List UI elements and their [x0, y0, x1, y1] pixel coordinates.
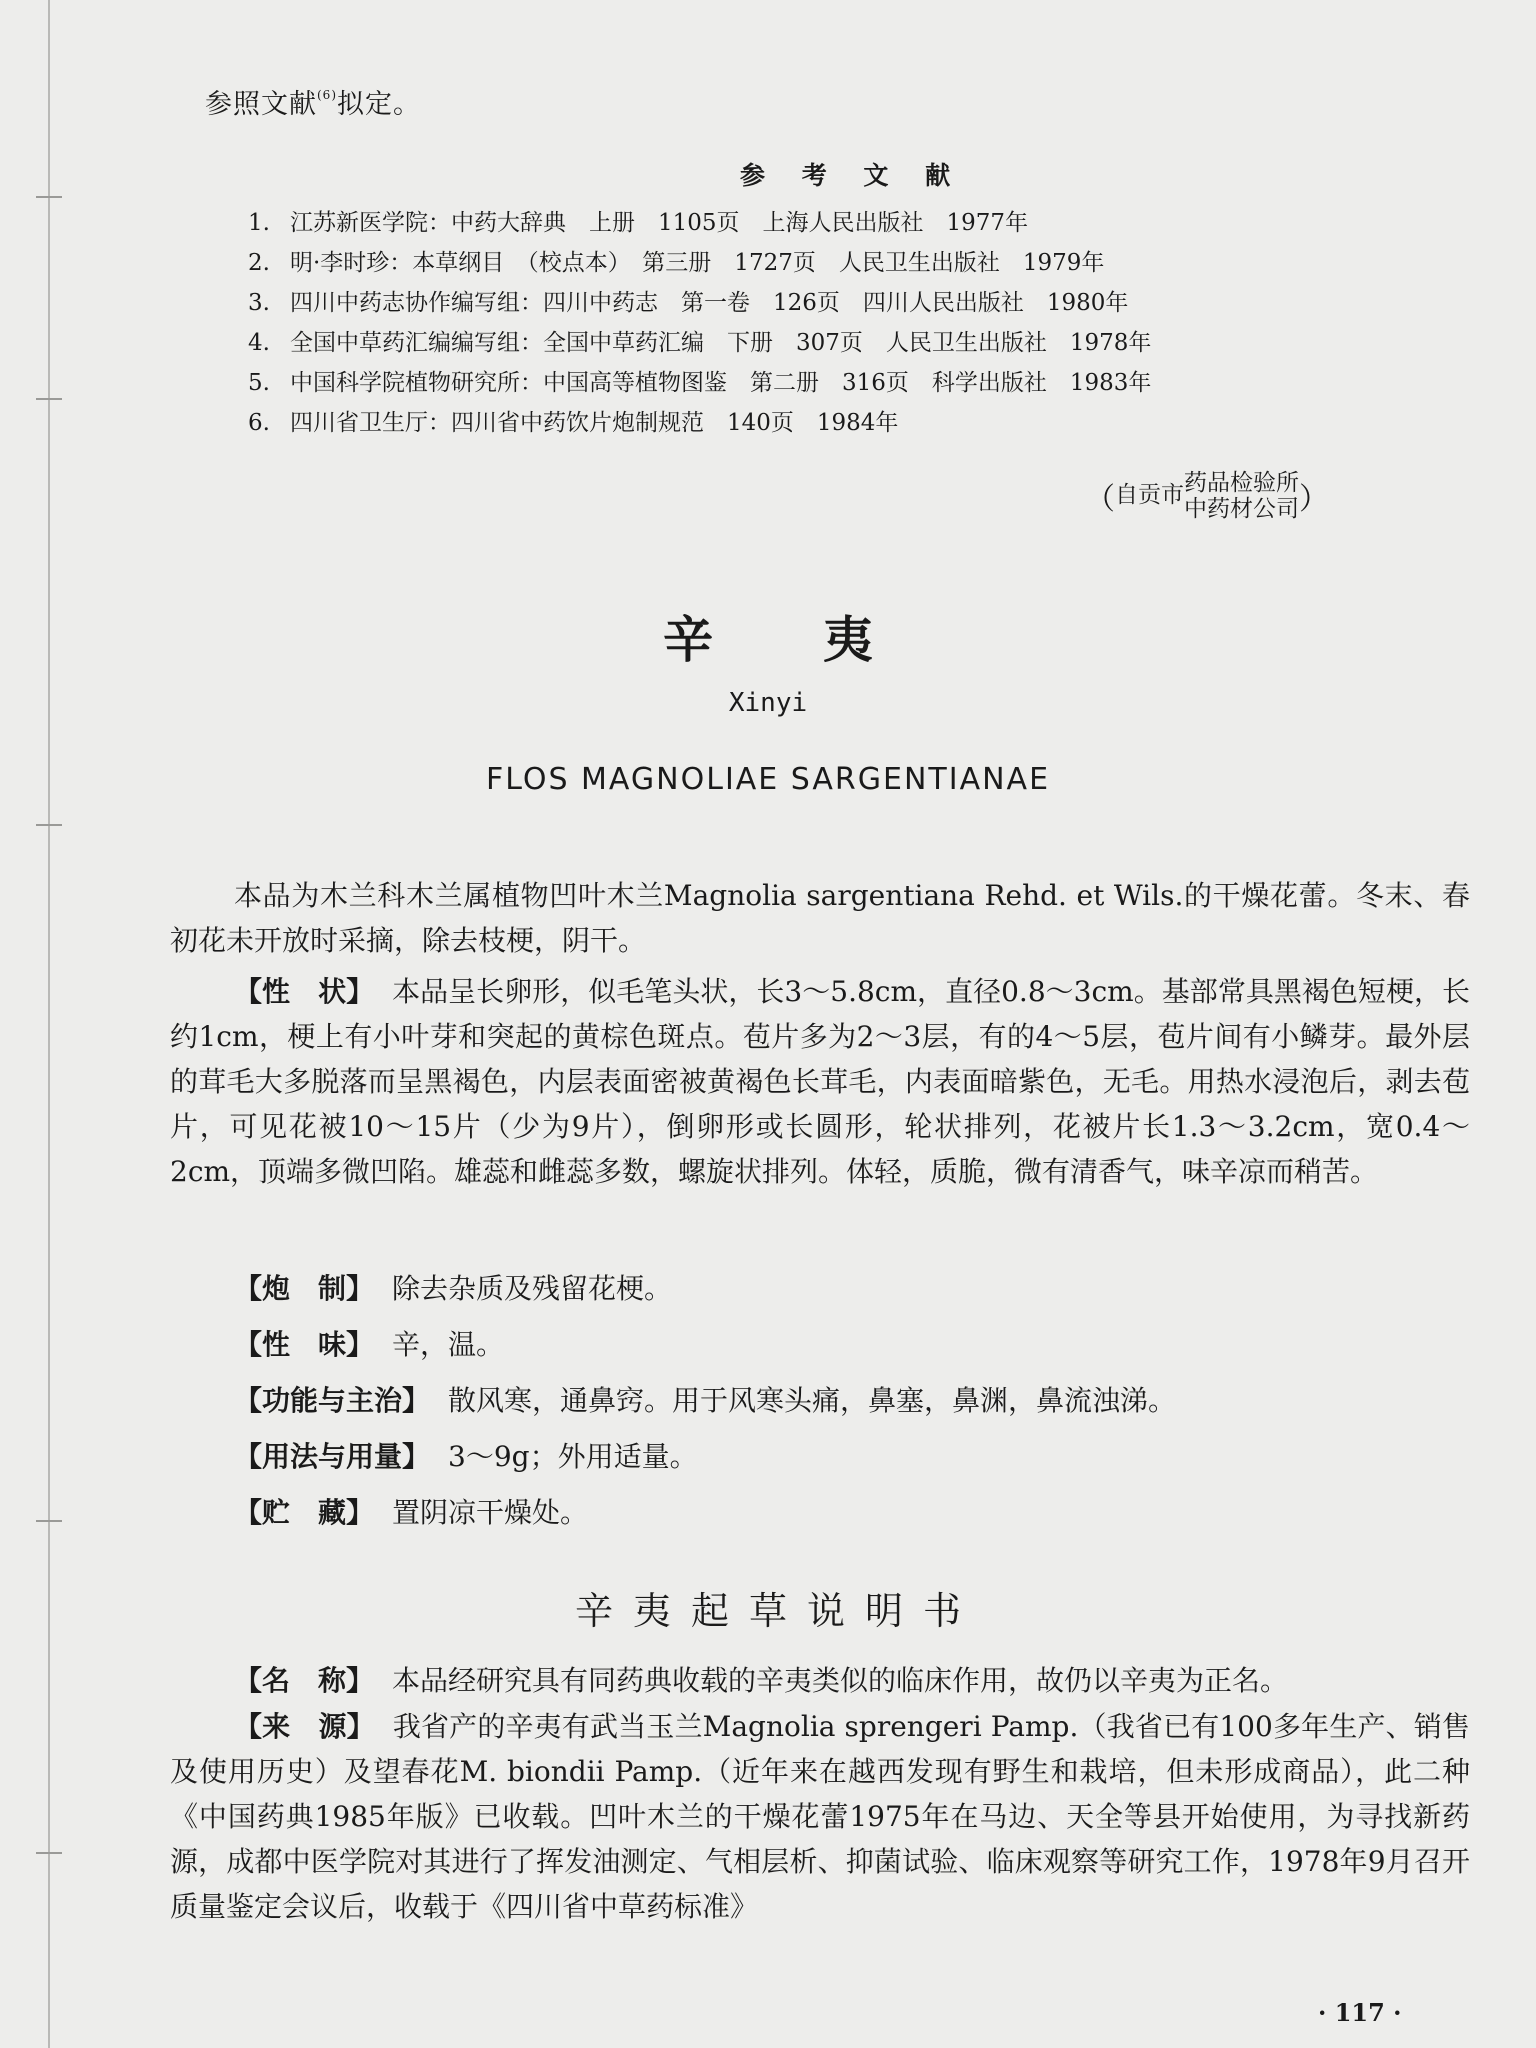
page-number: · 117 · [1318, 1998, 1402, 2027]
dosage-entry: 【用法与用量】 3～9g；外用适量。 [234, 1440, 698, 1473]
drafting-note-title: 辛夷起草说明书 [574, 1589, 981, 1633]
latin-name: FLOS MAGNOLIAE SARGENTIANAE [485, 762, 1051, 797]
name-paragraph: 【名 称】 本品经研究具有同药典收载的辛夷类似的临床作用，故仍以辛夷为正名。 [234, 1664, 1289, 1697]
description-paragraph: 【性 状】 本品呈长卵形，似毛笔头状，长3～5.8cm，直径0.8～3cm。基部常具黑褐色短梗，长约1cm，梗上有小叶芽和突起的黄棕色斑点。苞片多为2～3层，有的4～5层，苞片间有小鳞芽。最外层的茸毛大多脱落而呈黑褐色，内层表面密被黄褐色长茸毛，内表面暗紫色，无毛。用热水浸泡后，剥去苞片，可见花被10～15片（少为9片），倒卵形或长圆形，轮状排列，花被片长1.3～3.2cm，宽0.4～2cm，顶端多微凹陷。雄蕊和雌蕊多数，螺旋状排列。体轻，质脆，微有清香气，味辛凉而稍苦。 [170, 975, 1470, 1188]
binding-mark [36, 196, 62, 198]
function-entry: 【功能与主治】 散风寒，通鼻窍。用于风寒头痛，鼻塞，鼻渊，鼻流浊涕。 [234, 1384, 1177, 1417]
section-label: 【来 源】 [234, 1710, 375, 1743]
section-label: 【功能与主治】 [234, 1384, 431, 1417]
binding-edge [48, 0, 50, 2048]
section-label: 【炮 制】 [234, 1272, 375, 1305]
monograph-title: 辛夷 [663, 610, 983, 669]
reference-list [248, 204, 1151, 444]
section-label: 【用法与用量】 [234, 1440, 431, 1473]
binding-mark [36, 398, 62, 400]
processing-entry: 【炮 制】 除去杂质及残留花梗。 [234, 1272, 673, 1305]
pinyin-name: Xinyi [728, 688, 808, 718]
section-label: 【名 称】 [234, 1664, 375, 1697]
section-label: 【性 状】 [234, 975, 375, 1008]
reference-item: 6. 四川省卫生厅：四川省中药饮片炮制规范 140页 1984年 [248, 410, 899, 436]
reference-item: 3. 四川中药志协作编写组：四川中药志 第一卷 126页 四川人民出版社 1980年 [248, 290, 1129, 316]
binding-mark [36, 824, 62, 826]
reference-item: 4. 全国中草药汇编编写组：全国中草药汇编 下册 307页 人民卫生出版社 1978年 [248, 330, 1152, 356]
storage-entry: 【贮 藏】 置阴凉干燥处。 [234, 1496, 589, 1529]
reference-item: 5. 中国科学院植物研究所：中国高等植物图鉴 第二册 316页 科学出版社 1983年 [248, 370, 1152, 396]
reference-item: 2. 明·李时珍：本草纲目 （校点本） 第三册 1727页 人民卫生出版社 1979年 [248, 250, 1105, 276]
section-label: 【性 味】 [234, 1328, 375, 1361]
property-entry: 【性 味】 辛，温。 [234, 1328, 505, 1361]
binding-mark [36, 1852, 62, 1854]
author-affiliation: （自贡市药品检验所 中药材公司） [1085, 470, 1329, 522]
reference-item: 1. 江苏新医学院：中药大辞典 上册 1105页 上海人民出版社 1977年 [248, 210, 1029, 236]
binding-mark [36, 1520, 62, 1522]
section-label: 【贮 藏】 [234, 1496, 375, 1529]
origin-paragraph: 【来 源】 我省产的辛夷有武当玉兰Magnolia sprengeri Pamp.（我省已有100多年生产、销售及使用历史）及望春花M. biondii Pamp.（近年来在越西发现有野生和栽培，但未形成商品），此二种《中国药典1985年版》已收载。凹叶木兰的干燥花蕾1975年在马边、天全等县开始使用，为寻找新药源，成都中医学院对其进行了挥发油测定、气相层析、抑菌试验、临床观察等研究工作，1978年9月召开质量鉴定会议后，收载于《四川省中草药标准》 [170, 1710, 1470, 1923]
references-heading: 参 考 文 献 [740, 161, 965, 190]
source-paragraph: 本品为木兰科木兰属植物凹叶木兰Magnolia sargentiana Rehd. et Wils.的干燥花蕾。冬末、春初花未开放时采摘，除去枝梗，阴干。 [170, 879, 1470, 957]
intro-line: 参照文献$^{(6)}$拟定。 [205, 88, 421, 120]
citation-superscript: (6) [317, 88, 337, 102]
